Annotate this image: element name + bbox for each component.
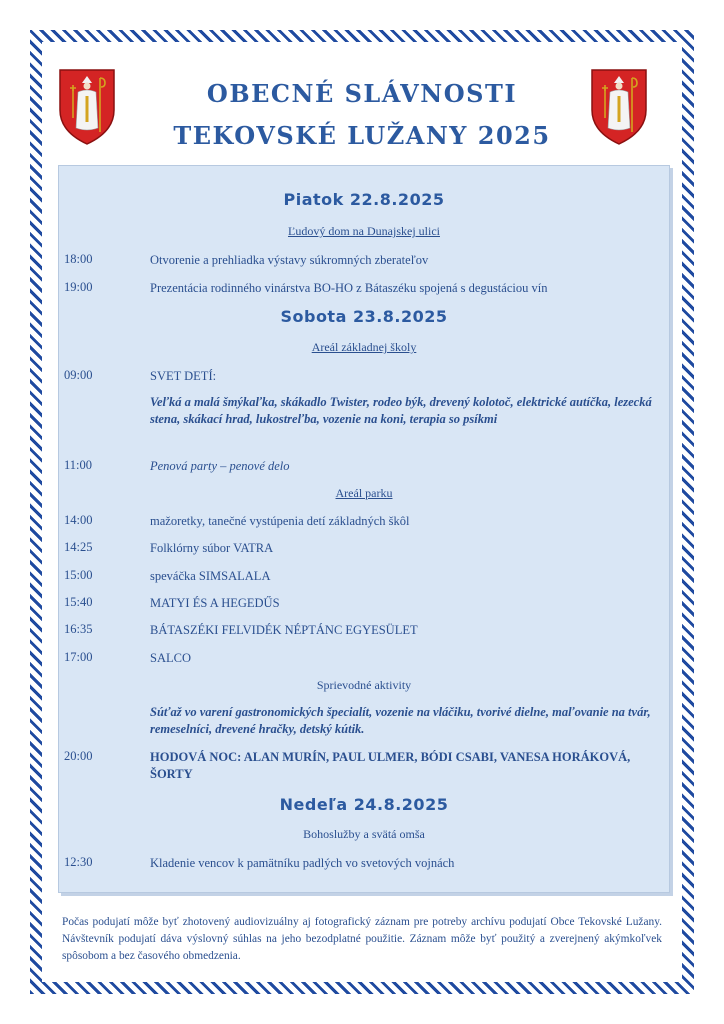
venue-park: Areál parku <box>335 486 393 500</box>
side-activities-title: Sprievodné aktivity <box>316 678 412 692</box>
event-time: 16:35 <box>64 622 93 636</box>
event-detail: Veľká a malá šmýkaľka, skákadlo Twister, rodeo býk, drevený kolotoč, elektrické autíčka, lezecká stena, skákací hrad, lukostreľba, vozenie na koni, terapia so psíkmi <box>150 395 652 426</box>
day-heading-saturday: Sobota 23.8.2025 <box>280 307 448 326</box>
page-title-line2: TEKOVSKÉ LUŽANY 2025 <box>173 121 551 150</box>
event-text: SALCO <box>150 651 191 665</box>
venue-friday: Ľudový dom na Dunajskej ulici <box>288 224 440 238</box>
coat-of-arms-left <box>56 66 118 146</box>
event-text: BÁTASZÉKI FELVIDÉK NÉPTÁNC EGYESÜLET <box>150 623 418 637</box>
event-time: 09:00 <box>64 368 93 382</box>
event-time: 14:00 <box>64 513 93 527</box>
side-activities-text: Súťaž vo varení gastronomických špecialít, vozenie na vláčiku, tvorivé dielne, maľovanie na tvár, remeselníci, drevené hračky, detský kútik. <box>150 705 651 736</box>
event-time: 15:00 <box>64 568 93 582</box>
event-text: speváčka SIMSALALA <box>150 569 271 583</box>
event-text: Kladenie vencov k pamätníku padlých vo svetových vojnách <box>150 856 455 870</box>
event-text: Prezentácia rodinného vinárstva BO-HO z Bátaszéku spojená s degustáciou vín <box>150 281 548 295</box>
event-time: 12:30 <box>64 855 93 869</box>
event-time: 14:25 <box>64 540 93 554</box>
venue-school: Areál základnej školy <box>311 340 417 354</box>
day-heading-sunday: Nedeľa 24.8.2025 <box>279 795 449 814</box>
event-time: 15:40 <box>64 595 93 609</box>
day-heading-friday: Piatok 22.8.2025 <box>283 190 445 209</box>
privacy-notice: Počas podujatí môže byť zhotovený audiovizuálny aj fotografický záznam pre potreby archívu podujatí Obce Tekovské Lužany. Návštevník podujatí dáva výslovný súhlas na jeho bezodplatné použitie. Záznam môže byť použitý a zverejnený akýmkoľvek spôsobom a bez časového obmedzenia. <box>62 916 662 962</box>
venue-sunday: Bohoslužby a svätá omša <box>303 827 425 841</box>
event-time: 18:00 <box>64 252 93 266</box>
page-title-line1: OBECNÉ SLÁVNOSTI <box>206 79 518 108</box>
event-time: 20:00 <box>64 749 93 763</box>
event-text: Penová party – penové delo <box>150 459 290 473</box>
event-time: 11:00 <box>64 458 93 472</box>
event-text: mažoretky, tanečné vystúpenia detí základných škôl <box>150 514 410 528</box>
event-text: HODOVÁ NOC: ALAN MURÍN, PAUL ULMER, BÓDI CSABI, VANESA HORÁKOVÁ, ŠORTY <box>150 750 631 781</box>
event-text: Folklórny súbor VATRA <box>150 541 274 555</box>
event-text: MATYI ÉS A HEGEDŰS <box>150 596 280 610</box>
event-text: SVET DETÍ: <box>150 369 217 383</box>
event-time: 19:00 <box>64 280 93 294</box>
event-text: Otvorenie a prehliadka výstavy súkromných zberateľov <box>150 253 429 267</box>
event-time: 17:00 <box>64 650 93 664</box>
